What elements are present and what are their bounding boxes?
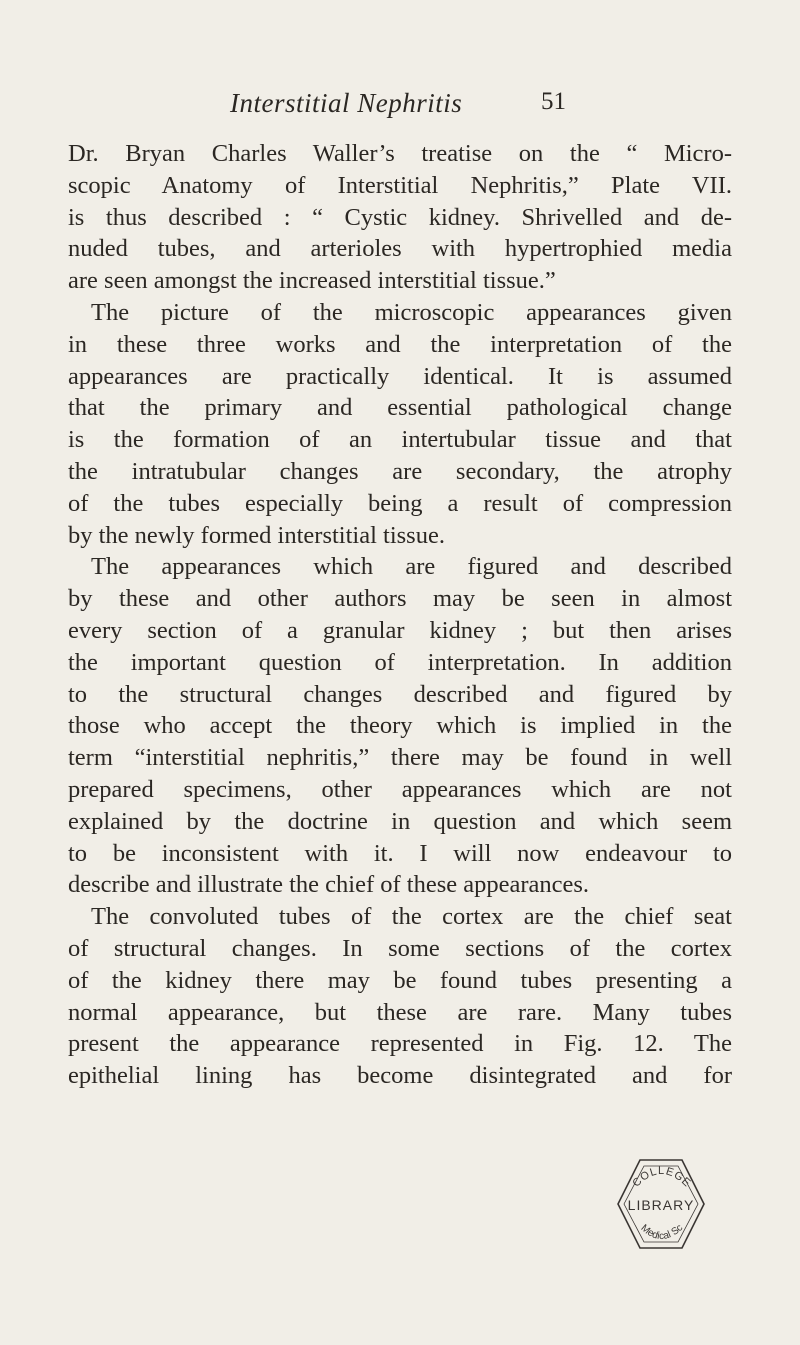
text-line: nuded tubes, and arterioles with hypertrophied media: [68, 235, 732, 263]
text-line: explained by the doctrine in question and which seem: [68, 807, 732, 835]
text-line: by the newly formed interstitial tissue.: [68, 521, 445, 549]
text-line: by these and other authors may be seen in almost: [68, 585, 732, 613]
text-line: prepared specimens, other appearances which are not: [68, 775, 732, 803]
text-line: the intratubular changes are secondary, the atrophy: [68, 457, 732, 485]
text-line: present the appearance represented in Fig. 12. The: [68, 1030, 732, 1058]
stamp-center-text: LIBRARY: [627, 1197, 695, 1213]
text-line: every section of a granular kidney ; but then arises: [68, 616, 732, 644]
text-line: Dr. Bryan Charles Waller’s treatise on the “ Micro-: [68, 140, 732, 167]
stamp-bottom-text: Medical Sc: [638, 1222, 686, 1243]
body-text: [68, 138, 732, 1092]
text-line: epithelial lining has become disintegrated and for: [68, 1062, 732, 1090]
running-header: [230, 88, 566, 128]
text-line: of the kidney there may be found tubes presenting a: [68, 966, 732, 994]
text-line: The picture of the microscopic appearances given: [91, 298, 732, 326]
text-line: the important question of interpretation. In addition: [68, 648, 732, 676]
library-stamp: [610, 1152, 712, 1258]
stamp-top-text: COLLEGE: [630, 1164, 694, 1190]
svg-text:COLLEGE: [630, 1165, 693, 1190]
text-line: in these three works and the interpretation of the: [68, 330, 732, 358]
text-line: that the primary and essential pathological change: [68, 394, 732, 422]
text-line: are seen amongst the increased interstitial tissue.”: [68, 267, 556, 295]
text-line: appearances are practically identical. It is assumed: [68, 362, 732, 390]
text-line: to be inconsistent with it. I will now endeavour to: [68, 839, 732, 867]
text-line: The convoluted tubes of the cortex are the chief seat: [91, 903, 732, 931]
page-number: 51: [541, 88, 566, 115]
text-line: is the formation of an intertubular tissue and that: [68, 426, 732, 454]
text-line: scopic Anatomy of Interstitial Nephritis,” Plate VII.: [68, 171, 732, 199]
text-line: normal appearance, but these are rare. Many tubes: [68, 998, 732, 1026]
text-line: describe and illustrate the chief of these appearances.: [68, 871, 590, 899]
svg-text:Medical Sc: [639, 1222, 686, 1242]
text-line: to the structural changes described and figured by: [68, 680, 732, 708]
text-line: is thus described : “ Cystic kidney. Shrivelled and de-: [68, 203, 732, 231]
text-line: The appearances which are figured and described: [91, 553, 732, 581]
text-line: of structural changes. In some sections of the cortex: [68, 934, 732, 962]
text-line: of the tubes especially being a result of compression: [68, 489, 732, 517]
text-line: those who accept the theory which is implied in the: [68, 712, 732, 740]
running-title: Interstitial Nephritis: [230, 88, 463, 118]
text-line: term “interstitial nephritis,” there may be found in well: [68, 744, 732, 772]
